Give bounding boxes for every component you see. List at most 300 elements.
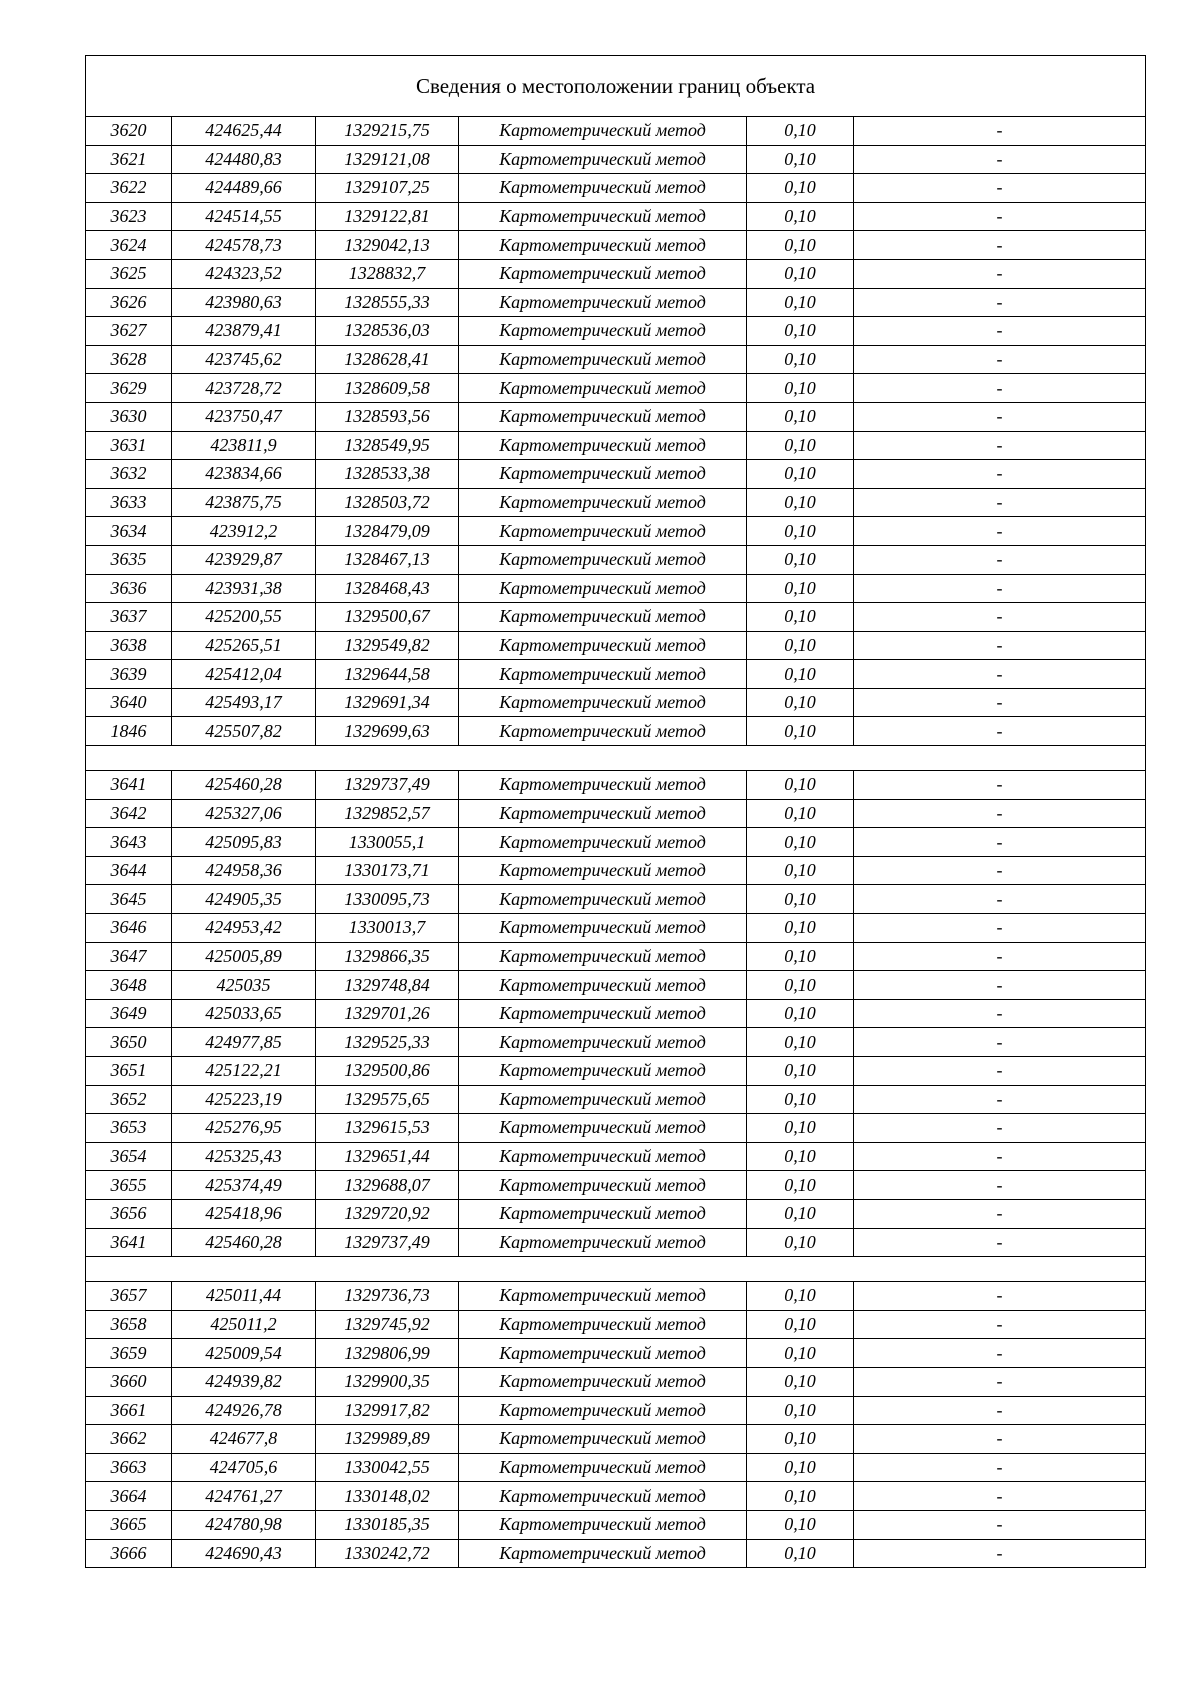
x-coordinate-cell: 425418,96 bbox=[172, 1199, 316, 1228]
y-coordinate-cell: 1328467,13 bbox=[316, 545, 459, 574]
method-cell: Картометрический метод bbox=[459, 1057, 747, 1086]
point-number-cell: 3649 bbox=[86, 999, 172, 1028]
y-coordinate-cell: 1328555,33 bbox=[316, 288, 459, 317]
method-cell: Картометрический метод bbox=[459, 603, 747, 632]
y-coordinate-cell: 1328503,72 bbox=[316, 488, 459, 517]
accuracy-cell: 0,10 bbox=[747, 1396, 854, 1425]
table-row bbox=[86, 1453, 1146, 1482]
x-coordinate-cell: 424958,36 bbox=[172, 856, 316, 885]
point-number-cell: 3660 bbox=[86, 1367, 172, 1396]
method-cell: Картометрический метод bbox=[459, 431, 747, 460]
y-coordinate-cell: 1330013,7 bbox=[316, 914, 459, 943]
y-coordinate-cell: 1329989,89 bbox=[316, 1425, 459, 1454]
point-number-cell: 3631 bbox=[86, 431, 172, 460]
description-cell: - bbox=[854, 1539, 1146, 1568]
description-cell: - bbox=[854, 402, 1146, 431]
method-cell: Картометрический метод bbox=[459, 828, 747, 857]
table-row bbox=[86, 1085, 1146, 1114]
y-coordinate-cell: 1329701,26 bbox=[316, 999, 459, 1028]
accuracy-cell: 0,10 bbox=[747, 1310, 854, 1339]
accuracy-cell: 0,10 bbox=[747, 545, 854, 574]
accuracy-cell: 0,10 bbox=[747, 631, 854, 660]
x-coordinate-cell: 424514,55 bbox=[172, 202, 316, 231]
x-coordinate-cell: 424953,42 bbox=[172, 914, 316, 943]
x-coordinate-cell: 423811,9 bbox=[172, 431, 316, 460]
point-number-cell: 3634 bbox=[86, 517, 172, 546]
table-row bbox=[86, 1028, 1146, 1057]
table-row bbox=[86, 828, 1146, 857]
accuracy-cell: 0,10 bbox=[747, 856, 854, 885]
point-number-cell: 3642 bbox=[86, 799, 172, 828]
method-cell: Картометрический метод bbox=[459, 1482, 747, 1511]
x-coordinate-cell: 425011,44 bbox=[172, 1282, 316, 1311]
x-coordinate-cell: 425374,49 bbox=[172, 1171, 316, 1200]
point-number-cell: 3650 bbox=[86, 1028, 172, 1057]
y-coordinate-cell: 1330173,71 bbox=[316, 856, 459, 885]
method-cell: Картометрический метод bbox=[459, 1396, 747, 1425]
method-cell: Картометрический метод bbox=[459, 1453, 747, 1482]
x-coordinate-cell: 424977,85 bbox=[172, 1028, 316, 1057]
y-coordinate-cell: 1330055,1 bbox=[316, 828, 459, 857]
description-cell: - bbox=[854, 317, 1146, 346]
point-number-cell: 3633 bbox=[86, 488, 172, 517]
description-cell: - bbox=[854, 1057, 1146, 1086]
table-row bbox=[86, 145, 1146, 174]
accuracy-cell: 0,10 bbox=[747, 488, 854, 517]
point-number-cell: 3659 bbox=[86, 1339, 172, 1368]
x-coordinate-cell: 425035 bbox=[172, 971, 316, 1000]
x-coordinate-cell: 424705,6 bbox=[172, 1453, 316, 1482]
table-row bbox=[86, 317, 1146, 346]
x-coordinate-cell: 425460,28 bbox=[172, 1228, 316, 1257]
description-cell: - bbox=[854, 717, 1146, 746]
accuracy-cell: 0,10 bbox=[747, 799, 854, 828]
description-cell: - bbox=[854, 1453, 1146, 1482]
method-cell: Картометрический метод bbox=[459, 885, 747, 914]
y-coordinate-cell: 1328536,03 bbox=[316, 317, 459, 346]
x-coordinate-cell: 424690,43 bbox=[172, 1539, 316, 1568]
method-cell: Картометрический метод bbox=[459, 117, 747, 146]
description-cell: - bbox=[854, 1142, 1146, 1171]
method-cell: Картометрический метод bbox=[459, 374, 747, 403]
method-cell: Картометрический метод bbox=[459, 1539, 747, 1568]
accuracy-cell: 0,10 bbox=[747, 517, 854, 546]
table-row bbox=[86, 856, 1146, 885]
table-row bbox=[86, 488, 1146, 517]
method-cell: Картометрический метод bbox=[459, 145, 747, 174]
description-cell: - bbox=[854, 1367, 1146, 1396]
description-cell: - bbox=[854, 1171, 1146, 1200]
group-separator-row bbox=[86, 746, 1146, 771]
x-coordinate-cell: 425327,06 bbox=[172, 799, 316, 828]
point-number-cell: 3665 bbox=[86, 1510, 172, 1539]
x-coordinate-cell: 423750,47 bbox=[172, 402, 316, 431]
accuracy-cell: 0,10 bbox=[747, 1171, 854, 1200]
x-coordinate-cell: 425265,51 bbox=[172, 631, 316, 660]
y-coordinate-cell: 1329121,08 bbox=[316, 145, 459, 174]
y-coordinate-cell: 1329215,75 bbox=[316, 117, 459, 146]
description-cell: - bbox=[854, 660, 1146, 689]
table-row bbox=[86, 999, 1146, 1028]
description-cell: - bbox=[854, 631, 1146, 660]
table-row bbox=[86, 799, 1146, 828]
point-number-cell: 3637 bbox=[86, 603, 172, 632]
table-row bbox=[86, 603, 1146, 632]
y-coordinate-cell: 1329737,49 bbox=[316, 771, 459, 800]
description-cell: - bbox=[854, 545, 1146, 574]
table-row bbox=[86, 174, 1146, 203]
description-cell: - bbox=[854, 1396, 1146, 1425]
table-row bbox=[86, 345, 1146, 374]
description-cell: - bbox=[854, 1339, 1146, 1368]
accuracy-cell: 0,10 bbox=[747, 1539, 854, 1568]
y-coordinate-cell: 1329917,82 bbox=[316, 1396, 459, 1425]
y-coordinate-cell: 1328832,7 bbox=[316, 259, 459, 288]
method-cell: Картометрический метод bbox=[459, 345, 747, 374]
y-coordinate-cell: 1329736,73 bbox=[316, 1282, 459, 1311]
x-coordinate-cell: 423875,75 bbox=[172, 488, 316, 517]
point-number-cell: 3625 bbox=[86, 259, 172, 288]
table-row bbox=[86, 771, 1146, 800]
description-cell: - bbox=[854, 259, 1146, 288]
point-number-cell: 3630 bbox=[86, 402, 172, 431]
point-number-cell: 3640 bbox=[86, 688, 172, 717]
point-number-cell: 1846 bbox=[86, 717, 172, 746]
table-row bbox=[86, 971, 1146, 1000]
y-coordinate-cell: 1329852,57 bbox=[316, 799, 459, 828]
point-number-cell: 3655 bbox=[86, 1171, 172, 1200]
x-coordinate-cell: 425460,28 bbox=[172, 771, 316, 800]
description-cell: - bbox=[854, 771, 1146, 800]
y-coordinate-cell: 1329644,58 bbox=[316, 660, 459, 689]
accuracy-cell: 0,10 bbox=[747, 317, 854, 346]
x-coordinate-cell: 423980,63 bbox=[172, 288, 316, 317]
accuracy-cell: 0,10 bbox=[747, 1028, 854, 1057]
point-number-cell: 3626 bbox=[86, 288, 172, 317]
accuracy-cell: 0,10 bbox=[747, 1339, 854, 1368]
description-cell: - bbox=[854, 971, 1146, 1000]
table-row bbox=[86, 660, 1146, 689]
table-row bbox=[86, 460, 1146, 489]
table-row bbox=[86, 1396, 1146, 1425]
description-cell: - bbox=[854, 914, 1146, 943]
description-cell: - bbox=[854, 574, 1146, 603]
x-coordinate-cell: 425033,65 bbox=[172, 999, 316, 1028]
accuracy-cell: 0,10 bbox=[747, 1510, 854, 1539]
table-row bbox=[86, 1057, 1146, 1086]
accuracy-cell: 0,10 bbox=[747, 688, 854, 717]
method-cell: Картометрический метод bbox=[459, 231, 747, 260]
description-cell: - bbox=[854, 202, 1146, 231]
table-row bbox=[86, 374, 1146, 403]
method-cell: Картометрический метод bbox=[459, 1199, 747, 1228]
accuracy-cell: 0,10 bbox=[747, 885, 854, 914]
y-coordinate-cell: 1329699,63 bbox=[316, 717, 459, 746]
table-row bbox=[86, 431, 1146, 460]
y-coordinate-cell: 1329866,35 bbox=[316, 942, 459, 971]
y-coordinate-cell: 1328628,41 bbox=[316, 345, 459, 374]
accuracy-cell: 0,10 bbox=[747, 999, 854, 1028]
description-cell: - bbox=[854, 1282, 1146, 1311]
table-row bbox=[86, 914, 1146, 943]
point-number-cell: 3666 bbox=[86, 1539, 172, 1568]
table-row bbox=[86, 517, 1146, 546]
accuracy-cell: 0,10 bbox=[747, 1085, 854, 1114]
point-number-cell: 3635 bbox=[86, 545, 172, 574]
y-coordinate-cell: 1329900,35 bbox=[316, 1367, 459, 1396]
method-cell: Картометрический метод bbox=[459, 317, 747, 346]
accuracy-cell: 0,10 bbox=[747, 145, 854, 174]
point-number-cell: 3623 bbox=[86, 202, 172, 231]
accuracy-cell: 0,10 bbox=[747, 1228, 854, 1257]
point-number-cell: 3624 bbox=[86, 231, 172, 260]
point-number-cell: 3641 bbox=[86, 1228, 172, 1257]
description-cell: - bbox=[854, 603, 1146, 632]
table-row bbox=[86, 288, 1146, 317]
x-coordinate-cell: 424677,8 bbox=[172, 1425, 316, 1454]
point-number-cell: 3632 bbox=[86, 460, 172, 489]
point-number-cell: 3645 bbox=[86, 885, 172, 914]
y-coordinate-cell: 1329525,33 bbox=[316, 1028, 459, 1057]
accuracy-cell: 0,10 bbox=[747, 717, 854, 746]
x-coordinate-cell: 425122,21 bbox=[172, 1057, 316, 1086]
point-number-cell: 3628 bbox=[86, 345, 172, 374]
description-cell: - bbox=[854, 117, 1146, 146]
method-cell: Картометрический метод bbox=[459, 1310, 747, 1339]
x-coordinate-cell: 424578,73 bbox=[172, 231, 316, 260]
table-row bbox=[86, 231, 1146, 260]
table-row bbox=[86, 1199, 1146, 1228]
accuracy-cell: 0,10 bbox=[747, 1057, 854, 1086]
y-coordinate-cell: 1330242,72 bbox=[316, 1539, 459, 1568]
y-coordinate-cell: 1330185,35 bbox=[316, 1510, 459, 1539]
accuracy-cell: 0,10 bbox=[747, 828, 854, 857]
description-cell: - bbox=[854, 1310, 1146, 1339]
y-coordinate-cell: 1329500,86 bbox=[316, 1057, 459, 1086]
table-row bbox=[86, 545, 1146, 574]
method-cell: Картометрический метод bbox=[459, 856, 747, 885]
description-cell: - bbox=[854, 460, 1146, 489]
description-cell: - bbox=[854, 1228, 1146, 1257]
method-cell: Картометрический метод bbox=[459, 799, 747, 828]
y-coordinate-cell: 1328609,58 bbox=[316, 374, 459, 403]
x-coordinate-cell: 425005,89 bbox=[172, 942, 316, 971]
point-number-cell: 3627 bbox=[86, 317, 172, 346]
method-cell: Картометрический метод bbox=[459, 631, 747, 660]
y-coordinate-cell: 1328479,09 bbox=[316, 517, 459, 546]
accuracy-cell: 0,10 bbox=[747, 1425, 854, 1454]
description-cell: - bbox=[854, 1085, 1146, 1114]
method-cell: Картометрический метод bbox=[459, 1339, 747, 1368]
point-number-cell: 3651 bbox=[86, 1057, 172, 1086]
y-coordinate-cell: 1330095,73 bbox=[316, 885, 459, 914]
point-number-cell: 3639 bbox=[86, 660, 172, 689]
accuracy-cell: 0,10 bbox=[747, 1282, 854, 1311]
description-cell: - bbox=[854, 1510, 1146, 1539]
y-coordinate-cell: 1328549,95 bbox=[316, 431, 459, 460]
description-cell: - bbox=[854, 345, 1146, 374]
table-row bbox=[86, 402, 1146, 431]
table-row bbox=[86, 1114, 1146, 1143]
description-cell: - bbox=[854, 1114, 1146, 1143]
accuracy-cell: 0,10 bbox=[747, 914, 854, 943]
accuracy-cell: 0,10 bbox=[747, 1482, 854, 1511]
accuracy-cell: 0,10 bbox=[747, 460, 854, 489]
y-coordinate-cell: 1329500,67 bbox=[316, 603, 459, 632]
accuracy-cell: 0,10 bbox=[747, 1453, 854, 1482]
method-cell: Картометрический метод bbox=[459, 202, 747, 231]
accuracy-cell: 0,10 bbox=[747, 402, 854, 431]
y-coordinate-cell: 1329107,25 bbox=[316, 174, 459, 203]
table-row bbox=[86, 1367, 1146, 1396]
description-cell: - bbox=[854, 1425, 1146, 1454]
method-cell: Картометрический метод bbox=[459, 660, 747, 689]
x-coordinate-cell: 425507,82 bbox=[172, 717, 316, 746]
y-coordinate-cell: 1329748,84 bbox=[316, 971, 459, 1000]
x-coordinate-cell: 423929,87 bbox=[172, 545, 316, 574]
table-row bbox=[86, 1228, 1146, 1257]
y-coordinate-cell: 1328468,43 bbox=[316, 574, 459, 603]
table-row bbox=[86, 631, 1146, 660]
y-coordinate-cell: 1329122,81 bbox=[316, 202, 459, 231]
separator-cell bbox=[86, 1257, 1146, 1282]
x-coordinate-cell: 423745,62 bbox=[172, 345, 316, 374]
x-coordinate-cell: 425493,17 bbox=[172, 688, 316, 717]
table-row bbox=[86, 1310, 1146, 1339]
accuracy-cell: 0,10 bbox=[747, 574, 854, 603]
method-cell: Картометрический метод bbox=[459, 1510, 747, 1539]
point-number-cell: 3657 bbox=[86, 1282, 172, 1311]
accuracy-cell: 0,10 bbox=[747, 942, 854, 971]
description-cell: - bbox=[854, 145, 1146, 174]
title-row bbox=[86, 56, 1146, 117]
x-coordinate-cell: 424761,27 bbox=[172, 1482, 316, 1511]
table-row bbox=[86, 942, 1146, 971]
method-cell: Картометрический метод bbox=[459, 1171, 747, 1200]
x-coordinate-cell: 423879,41 bbox=[172, 317, 316, 346]
table-row bbox=[86, 1482, 1146, 1511]
x-coordinate-cell: 424905,35 bbox=[172, 885, 316, 914]
method-cell: Картометрический метод bbox=[459, 517, 747, 546]
x-coordinate-cell: 424939,82 bbox=[172, 1367, 316, 1396]
description-cell: - bbox=[854, 1028, 1146, 1057]
description-cell: - bbox=[854, 488, 1146, 517]
description-cell: - bbox=[854, 288, 1146, 317]
x-coordinate-cell: 424926,78 bbox=[172, 1396, 316, 1425]
point-number-cell: 3621 bbox=[86, 145, 172, 174]
y-coordinate-cell: 1329745,92 bbox=[316, 1310, 459, 1339]
accuracy-cell: 0,10 bbox=[747, 1142, 854, 1171]
accuracy-cell: 0,10 bbox=[747, 288, 854, 317]
accuracy-cell: 0,10 bbox=[747, 603, 854, 632]
method-cell: Картометрический метод bbox=[459, 1028, 747, 1057]
method-cell: Картометрический метод bbox=[459, 574, 747, 603]
accuracy-cell: 0,10 bbox=[747, 1114, 854, 1143]
accuracy-cell: 0,10 bbox=[747, 231, 854, 260]
x-coordinate-cell: 425009,54 bbox=[172, 1339, 316, 1368]
y-coordinate-cell: 1329615,53 bbox=[316, 1114, 459, 1143]
x-coordinate-cell: 424480,83 bbox=[172, 145, 316, 174]
point-number-cell: 3664 bbox=[86, 1482, 172, 1511]
description-cell: - bbox=[854, 431, 1146, 460]
x-coordinate-cell: 424780,98 bbox=[172, 1510, 316, 1539]
x-coordinate-cell: 424489,66 bbox=[172, 174, 316, 203]
method-cell: Картометрический метод bbox=[459, 288, 747, 317]
table-row bbox=[86, 1142, 1146, 1171]
table-row bbox=[86, 1425, 1146, 1454]
y-coordinate-cell: 1329688,07 bbox=[316, 1171, 459, 1200]
method-cell: Картометрический метод bbox=[459, 1142, 747, 1171]
y-coordinate-cell: 1328593,56 bbox=[316, 402, 459, 431]
accuracy-cell: 0,10 bbox=[747, 431, 854, 460]
point-number-cell: 3648 bbox=[86, 971, 172, 1000]
method-cell: Картометрический метод bbox=[459, 545, 747, 574]
y-coordinate-cell: 1329549,82 bbox=[316, 631, 459, 660]
description-cell: - bbox=[854, 1482, 1146, 1511]
point-number-cell: 3643 bbox=[86, 828, 172, 857]
table-row bbox=[86, 259, 1146, 288]
description-cell: - bbox=[854, 231, 1146, 260]
boundary-coordinates-table bbox=[85, 55, 1146, 1568]
description-cell: - bbox=[854, 1199, 1146, 1228]
point-number-cell: 3646 bbox=[86, 914, 172, 943]
x-coordinate-cell: 424323,52 bbox=[172, 259, 316, 288]
point-number-cell: 3662 bbox=[86, 1425, 172, 1454]
point-number-cell: 3647 bbox=[86, 942, 172, 971]
accuracy-cell: 0,10 bbox=[747, 374, 854, 403]
accuracy-cell: 0,10 bbox=[747, 971, 854, 1000]
y-coordinate-cell: 1329737,49 bbox=[316, 1228, 459, 1257]
point-number-cell: 3636 bbox=[86, 574, 172, 603]
table-body bbox=[86, 56, 1146, 1568]
description-cell: - bbox=[854, 942, 1146, 971]
y-coordinate-cell: 1329720,92 bbox=[316, 1199, 459, 1228]
method-cell: Картометрический метод bbox=[459, 717, 747, 746]
method-cell: Картометрический метод bbox=[459, 1282, 747, 1311]
y-coordinate-cell: 1328533,38 bbox=[316, 460, 459, 489]
y-coordinate-cell: 1330042,55 bbox=[316, 1453, 459, 1482]
description-cell: - bbox=[854, 374, 1146, 403]
table-row bbox=[86, 1339, 1146, 1368]
x-coordinate-cell: 423912,2 bbox=[172, 517, 316, 546]
group-separator-row bbox=[86, 1257, 1146, 1282]
accuracy-cell: 0,10 bbox=[747, 259, 854, 288]
method-cell: Картометрический метод bbox=[459, 259, 747, 288]
table-row bbox=[86, 1510, 1146, 1539]
table-title: Сведения о местоположении границ объекта bbox=[86, 56, 1146, 117]
method-cell: Картометрический метод bbox=[459, 1425, 747, 1454]
method-cell: Картометрический метод bbox=[459, 971, 747, 1000]
method-cell: Картометрический метод bbox=[459, 942, 747, 971]
accuracy-cell: 0,10 bbox=[747, 771, 854, 800]
table-row bbox=[86, 117, 1146, 146]
table-row bbox=[86, 1282, 1146, 1311]
method-cell: Картометрический метод bbox=[459, 1114, 747, 1143]
table-row bbox=[86, 717, 1146, 746]
table-row bbox=[86, 688, 1146, 717]
accuracy-cell: 0,10 bbox=[747, 345, 854, 374]
y-coordinate-cell: 1329806,99 bbox=[316, 1339, 459, 1368]
method-cell: Картометрический метод bbox=[459, 688, 747, 717]
description-cell: - bbox=[854, 885, 1146, 914]
point-number-cell: 3653 bbox=[86, 1114, 172, 1143]
description-cell: - bbox=[854, 688, 1146, 717]
accuracy-cell: 0,10 bbox=[747, 174, 854, 203]
accuracy-cell: 0,10 bbox=[747, 202, 854, 231]
x-coordinate-cell: 425011,2 bbox=[172, 1310, 316, 1339]
description-cell: - bbox=[854, 517, 1146, 546]
method-cell: Картометрический метод bbox=[459, 174, 747, 203]
